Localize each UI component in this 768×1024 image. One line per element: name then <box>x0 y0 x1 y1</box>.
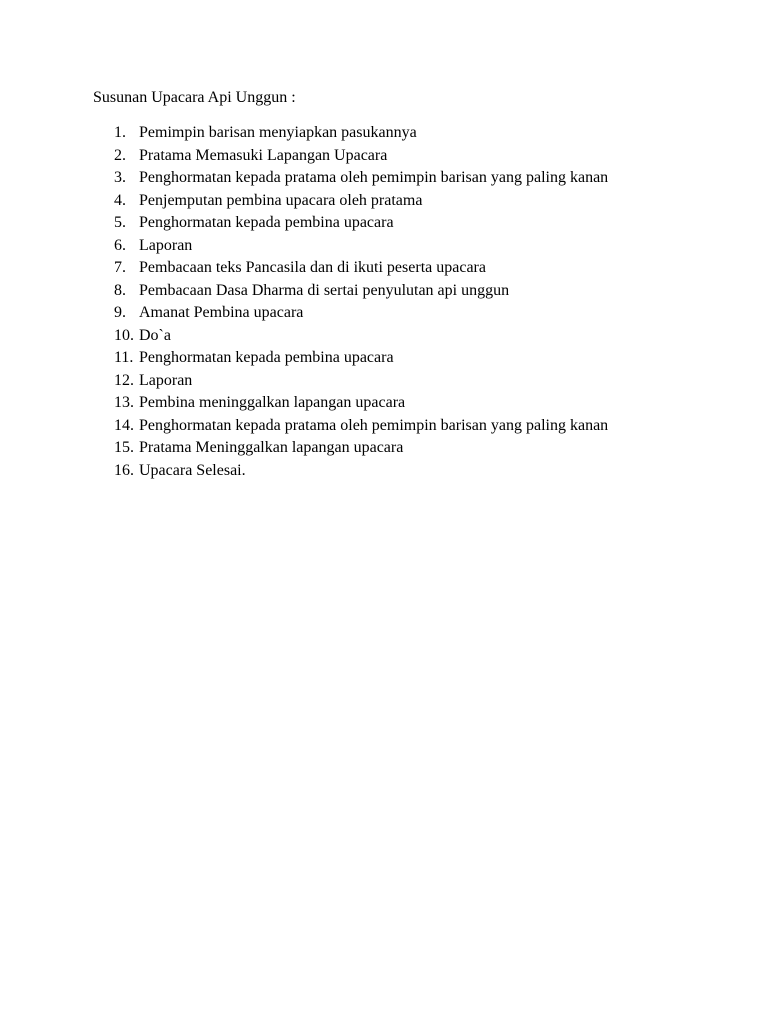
item-text: Do`a <box>139 326 171 344</box>
item-number: 2. <box>114 146 126 164</box>
item-number: 10. <box>114 326 134 344</box>
item-text: Laporan <box>139 371 193 389</box>
item-text: Penghormatan kepada pratama oleh pemimpin barisan yang paling kanan <box>139 169 609 186</box>
item-text: Pembacaan Dasa Dharma di sertai penyulutan api unggun <box>139 281 510 299</box>
list-item <box>114 235 608 258</box>
item-number: 15. <box>114 439 134 456</box>
item-text: Laporan <box>139 236 193 254</box>
agenda-list <box>114 122 608 482</box>
item-number: 16. <box>114 461 134 479</box>
item-text: Pembina meninggalkan lapangan upacara <box>139 394 406 411</box>
item-text: Upacara Selesai. <box>139 461 246 479</box>
item-number: 6. <box>114 236 126 254</box>
list-item <box>114 370 608 393</box>
item-text: Pratama Memasuki Lapangan Upacara <box>139 146 388 164</box>
list-item <box>114 460 608 483</box>
item-text: Pratama Meninggalkan lapangan upacara <box>139 439 404 456</box>
item-number: 12. <box>114 371 134 389</box>
list-item <box>114 190 608 213</box>
item-text: Penghormatan kepada pratama oleh pemimpin barisan yang paling kanan <box>139 416 609 434</box>
list-item <box>114 325 608 348</box>
document-title: Susunan Upacara Api Unggun : <box>93 89 296 106</box>
list-item <box>114 145 608 168</box>
item-number: 1. <box>114 124 126 141</box>
list-item <box>114 302 608 325</box>
item-number: 8. <box>114 281 126 299</box>
item-number: 4. <box>114 191 126 209</box>
item-text: Penghormatan kepada pembina upacara <box>139 349 394 366</box>
item-number: 13. <box>114 394 134 411</box>
item-text: Pembacaan teks Pancasila dan di ikuti peserta upacara <box>139 259 486 276</box>
list-item <box>114 347 608 370</box>
item-number: 14. <box>114 416 134 434</box>
list-item <box>114 280 608 303</box>
list-item <box>114 257 608 280</box>
item-number: 11. <box>114 349 134 366</box>
item-number: 7. <box>114 259 126 276</box>
item-text: Amanat Pembina upacara <box>139 304 304 321</box>
list-item <box>114 392 608 415</box>
list-item <box>114 122 608 145</box>
item-number: 5. <box>114 214 126 231</box>
item-text: Pemimpin barisan menyiapkan pasukannya <box>139 124 417 141</box>
list-item <box>114 212 608 235</box>
item-text: Penjemputan pembina upacara oleh pratama <box>139 191 423 209</box>
list-item <box>114 415 608 438</box>
item-number: 3. <box>114 169 126 186</box>
list-item <box>114 437 608 460</box>
item-number: 9. <box>114 304 126 321</box>
item-text: Penghormatan kepada pembina upacara <box>139 214 394 231</box>
list-item <box>114 167 608 190</box>
